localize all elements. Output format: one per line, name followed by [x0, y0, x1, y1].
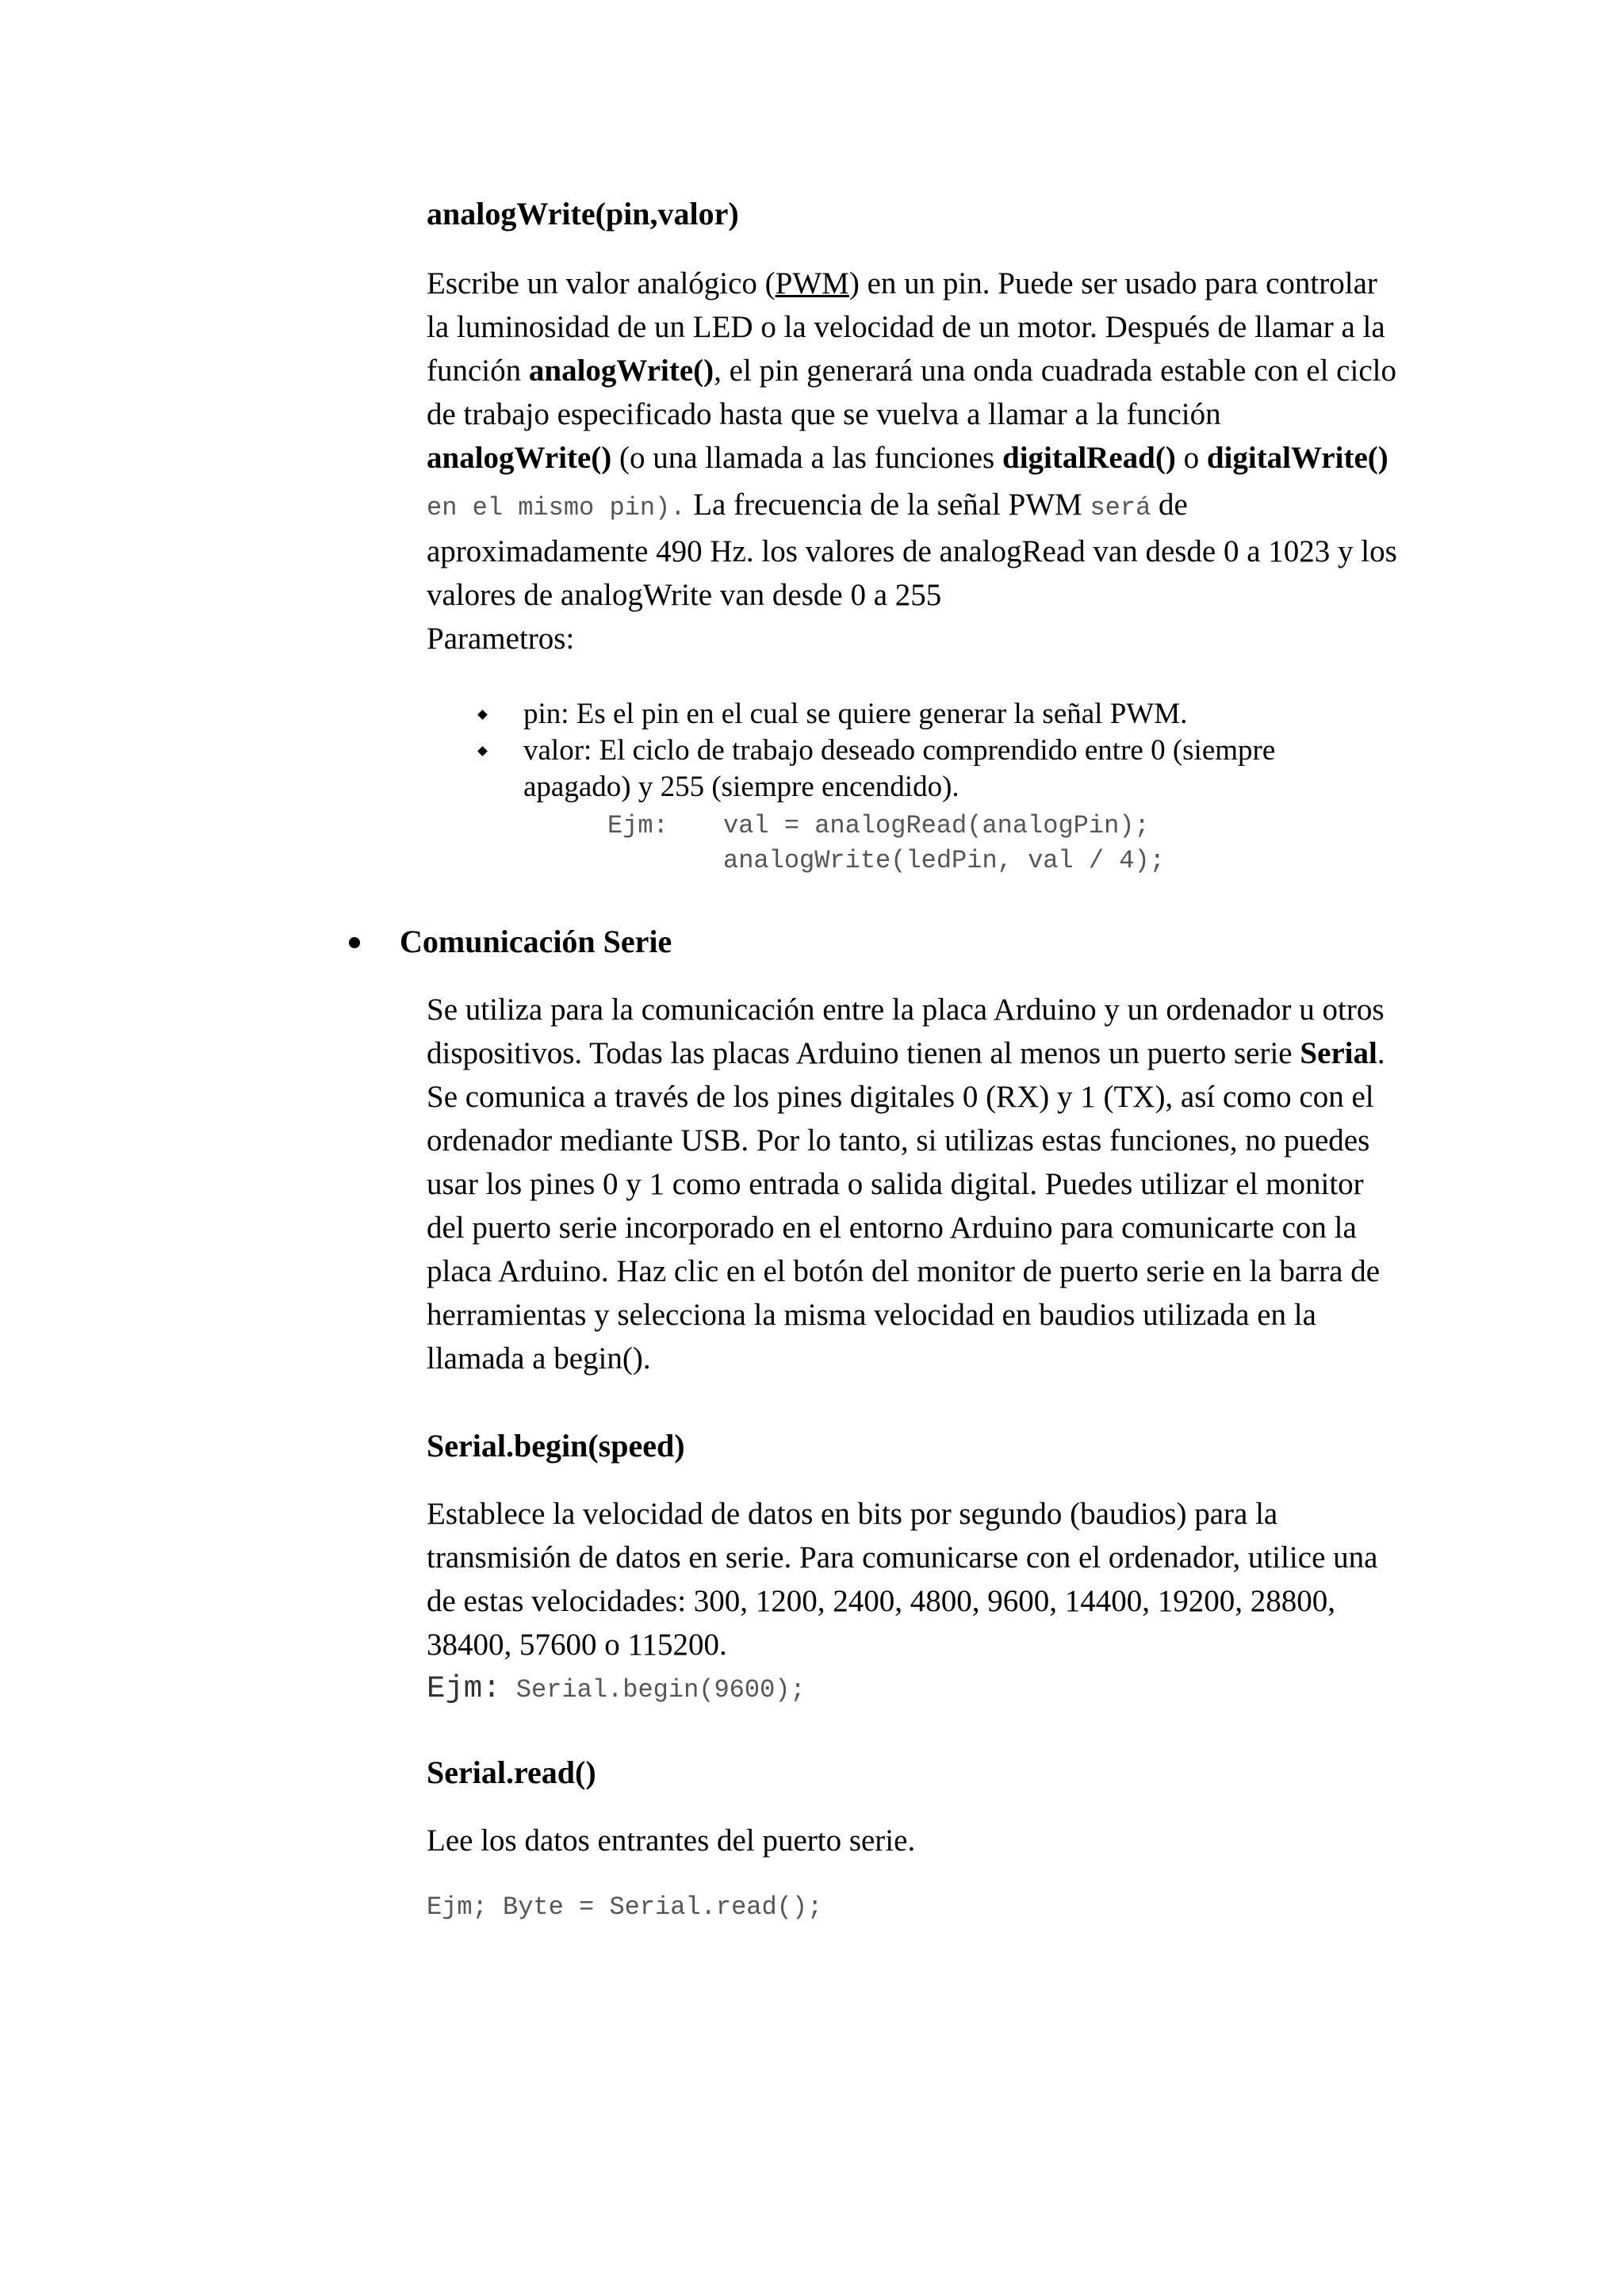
serial-begin-example: [427, 1668, 1402, 1709]
parameter-list: [476, 696, 1372, 806]
diamond-bullet-icon: [477, 746, 488, 756]
list-item: [476, 696, 1372, 733]
analogwrite-description: [427, 262, 1402, 660]
function-name: analogWrite(): [528, 354, 714, 388]
serial-begin-heading: Serial.begin(speed): [427, 1428, 685, 1464]
list-item: [476, 733, 1372, 806]
function-name: analogWrite(): [427, 441, 612, 475]
analogwrite-heading: analogWrite(pin,valor): [427, 196, 739, 232]
serial-begin-description: Establece la velocidad de datos en bits por segundo (baudios) para la transmisión de datos en serie. Para comunicarse con el ordenador, utilice una de estas velocidades: 300, 1200, 2400, 4800, 9600, 14400, 19200, 28800, 38400, 57600 o 115200.: [427, 1497, 1378, 1662]
code-line: val = analogRead(analogPin);: [723, 811, 1150, 840]
desc-text: , el pin generará una onda cuadrada estable con el ciclo de trabajo especificado hasta que se vuelva a llamar a la función: [427, 354, 1396, 431]
params-label: Parametros:: [427, 622, 575, 656]
serial-read-example: Ejm; Byte = Serial.read();: [427, 1892, 823, 1922]
section-title: Comunicación Serie: [400, 924, 672, 959]
param-text: pin: Es el pin en el cual se quiere generar la señal PWM.: [523, 698, 1188, 730]
code-line: Serial.begin(9600);: [500, 1675, 806, 1705]
intro-text: . Se comunica a través de los pines digitales 0 (RX) y 1 (TX), así como con el ordenador mediante USB. Por lo tanto, si utilizas estas funciones, no puedes usar los pines 0 y 1 como entrada o salida digital. Puedes utilizar el monitor del puerto serie incorporado en el entorno Arduino para comunicarte con la placa Arduino. Haz clic en el botón del monitor de puerto serie en la barra de herramientas y selecciona la misma velocidad en baudios utilizada en la llamada a begin().: [427, 1036, 1385, 1376]
desc-text: o: [1175, 441, 1207, 475]
bullet-icon: [349, 937, 360, 948]
intro-text: Se utiliza para la comunicación entre la placa Arduino y un ordenador u otros dispositivos. Todas las placas Arduino tienen al menos un puerto serie: [427, 993, 1385, 1070]
function-name: digitalWrite(): [1206, 441, 1388, 475]
desc-text: Escribe un valor analógico (: [427, 266, 776, 300]
serial-intro: [427, 988, 1402, 1380]
serial-read-description: Lee los datos entrantes del puerto serie.: [427, 1823, 916, 1858]
pwm-link[interactable]: PWM: [775, 266, 849, 300]
example-label: Ejm:: [427, 1671, 501, 1706]
desc-text: de aproximadamente 490 Hz. los valores de analogRead van desde 0 a 1023 y los valores de analogWrite van desde 0 a 255: [427, 488, 1397, 612]
serial-read-heading: Serial.read(): [427, 1755, 596, 1790]
function-name: digitalRead(): [1002, 441, 1176, 475]
serial-keyword: Serial: [1300, 1036, 1377, 1070]
desc-text: ) en un pin. Puede ser usado para controlar la luminosidad de un LED o la velocidad de un motor. Después de llamar a la función: [427, 266, 1385, 388]
diamond-bullet-icon: [477, 710, 488, 720]
desc-text: (o una llamada a las funciones: [611, 441, 1002, 475]
mono-text: será: [1090, 493, 1151, 522]
desc-text: La frecuencia de la señal PWM: [685, 488, 1090, 522]
example-label: Ejm:: [607, 811, 668, 840]
mono-text: en el mismo pin).: [427, 493, 686, 522]
code-line: analogWrite(ledPin, val / 4);: [723, 846, 1165, 875]
param-text: valor: El ciclo de trabajo deseado comprendido entre 0 (siempre apagado) y 255 (siempre encendido).: [523, 734, 1276, 803]
